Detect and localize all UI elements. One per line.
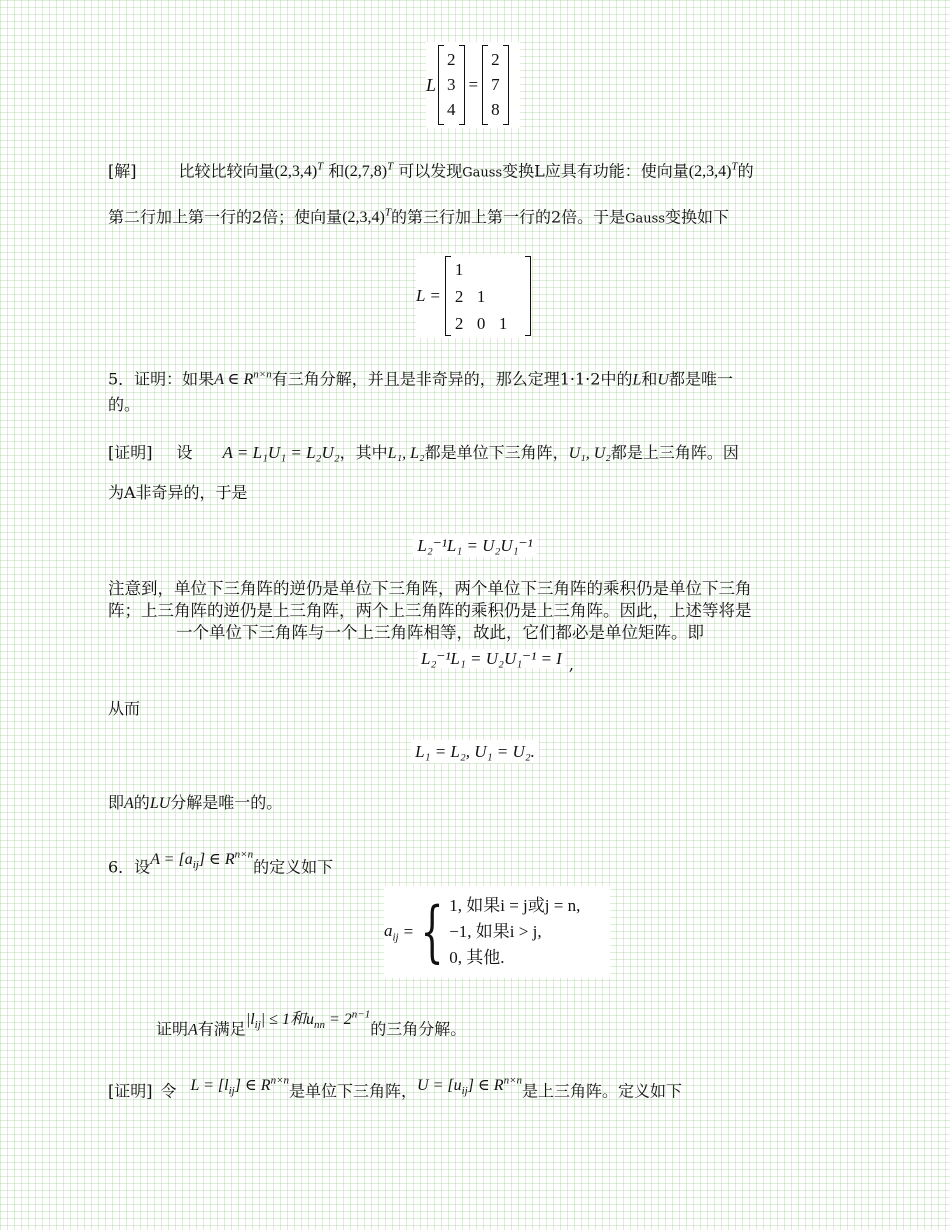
conclusion-line: 即A的LU分解是唯一的。 bbox=[108, 793, 283, 812]
problem-5-line-1: 5．证明：如果A ∈ $R^{n\times n}$有三角分解，并且是非奇异的，那么定理1·1·2中的L和U都是唯一 bbox=[108, 369, 733, 389]
left-brace-icon: { bbox=[420, 893, 444, 970]
thus-label: 从而 bbox=[108, 699, 141, 718]
note-line-3: 一个单位下三角阵与一个上三角阵相等，故此，它们都必是单位矩阵。即 bbox=[176, 623, 704, 642]
case-row: 1, 如果i = j或j = n, bbox=[449, 896, 581, 915]
note-line-2: 阵；上三角阵的逆仍是上三角阵，两个上三角阵的乘积仍是上三角阵。因此，上述等将是 bbox=[108, 601, 752, 620]
equation-inverse: L₂⁻¹L₁ = U₂U₁⁻¹ bbox=[0, 536, 950, 556]
equation-top: L 2 3 4 = 2 7 8 bbox=[426, 42, 520, 128]
proof-5-line-1: [证明] 设 A = L₁U₁ = L₂U₂，其中L₁, L₂都是单位下三角阵，U₁, U₂都是上三角阵。因 bbox=[108, 443, 739, 462]
problem-6-prove-line: 证明A有满足$|l_{ij}| \le 1$和$u_{nn} = 2^{n-1}$的三角分解。 bbox=[156, 1009, 467, 1039]
vector-a: 2 3 4 bbox=[438, 45, 465, 125]
vector-b: 2 7 8 bbox=[482, 45, 509, 125]
equation-identity: L₂⁻¹L₁ = U₂U₁⁻¹ = I , bbox=[418, 648, 574, 670]
matrix-L-entries: 1 2 1 2 0 1 bbox=[454, 259, 508, 333]
solution-line-2: 第二行加上第一行的2倍；使向量$(2,3,4)^T$的第三行加上第一行的2倍。于是Gauss变换如下 bbox=[108, 207, 730, 227]
matrix-L: L = 1 2 1 2 0 1 bbox=[416, 254, 532, 338]
problem-5-line-2: 的。 bbox=[108, 395, 141, 414]
equation-equal: L₁ = L₂, U₁ = U₂. bbox=[0, 742, 950, 762]
proof-5-line-2: 为A非奇异的，于是 bbox=[108, 483, 248, 502]
case-row: −1, 如果i > j, bbox=[449, 922, 542, 941]
problem-6-line: 6．设$A = [a_{ij}]$ ∈ $R^{n\times n}$的定义如下 bbox=[108, 849, 334, 877]
note-line-1: 注意到，单位下三角阵的逆仍是单位下三角阵，两个单位下三角阵的乘积仍是单位下三角 bbox=[108, 579, 752, 598]
solution-line-1: [解] 比较比较向量$(2,3,4)^T$ 和$(2,7,8)^T$ 可以发现Gauss变换L应具有功能：使向量$(2,3,4)^T$的 bbox=[108, 161, 754, 181]
proof-6-line: [证明] 令 $L = [l_{ij}]$ ∈ $R^{n\times n}$是单位下三角阵，$U = [u_{ij}]$ ∈ $R^{n\times n}$是上三角阵。定义如下 bbox=[108, 1075, 683, 1101]
case-row: 0, 其他. bbox=[449, 948, 505, 967]
definition-cases: $a_{ij}$ = { 1, 如果i = j或j = n, −1, 如果i > j, 0, 其他. bbox=[384, 886, 610, 978]
